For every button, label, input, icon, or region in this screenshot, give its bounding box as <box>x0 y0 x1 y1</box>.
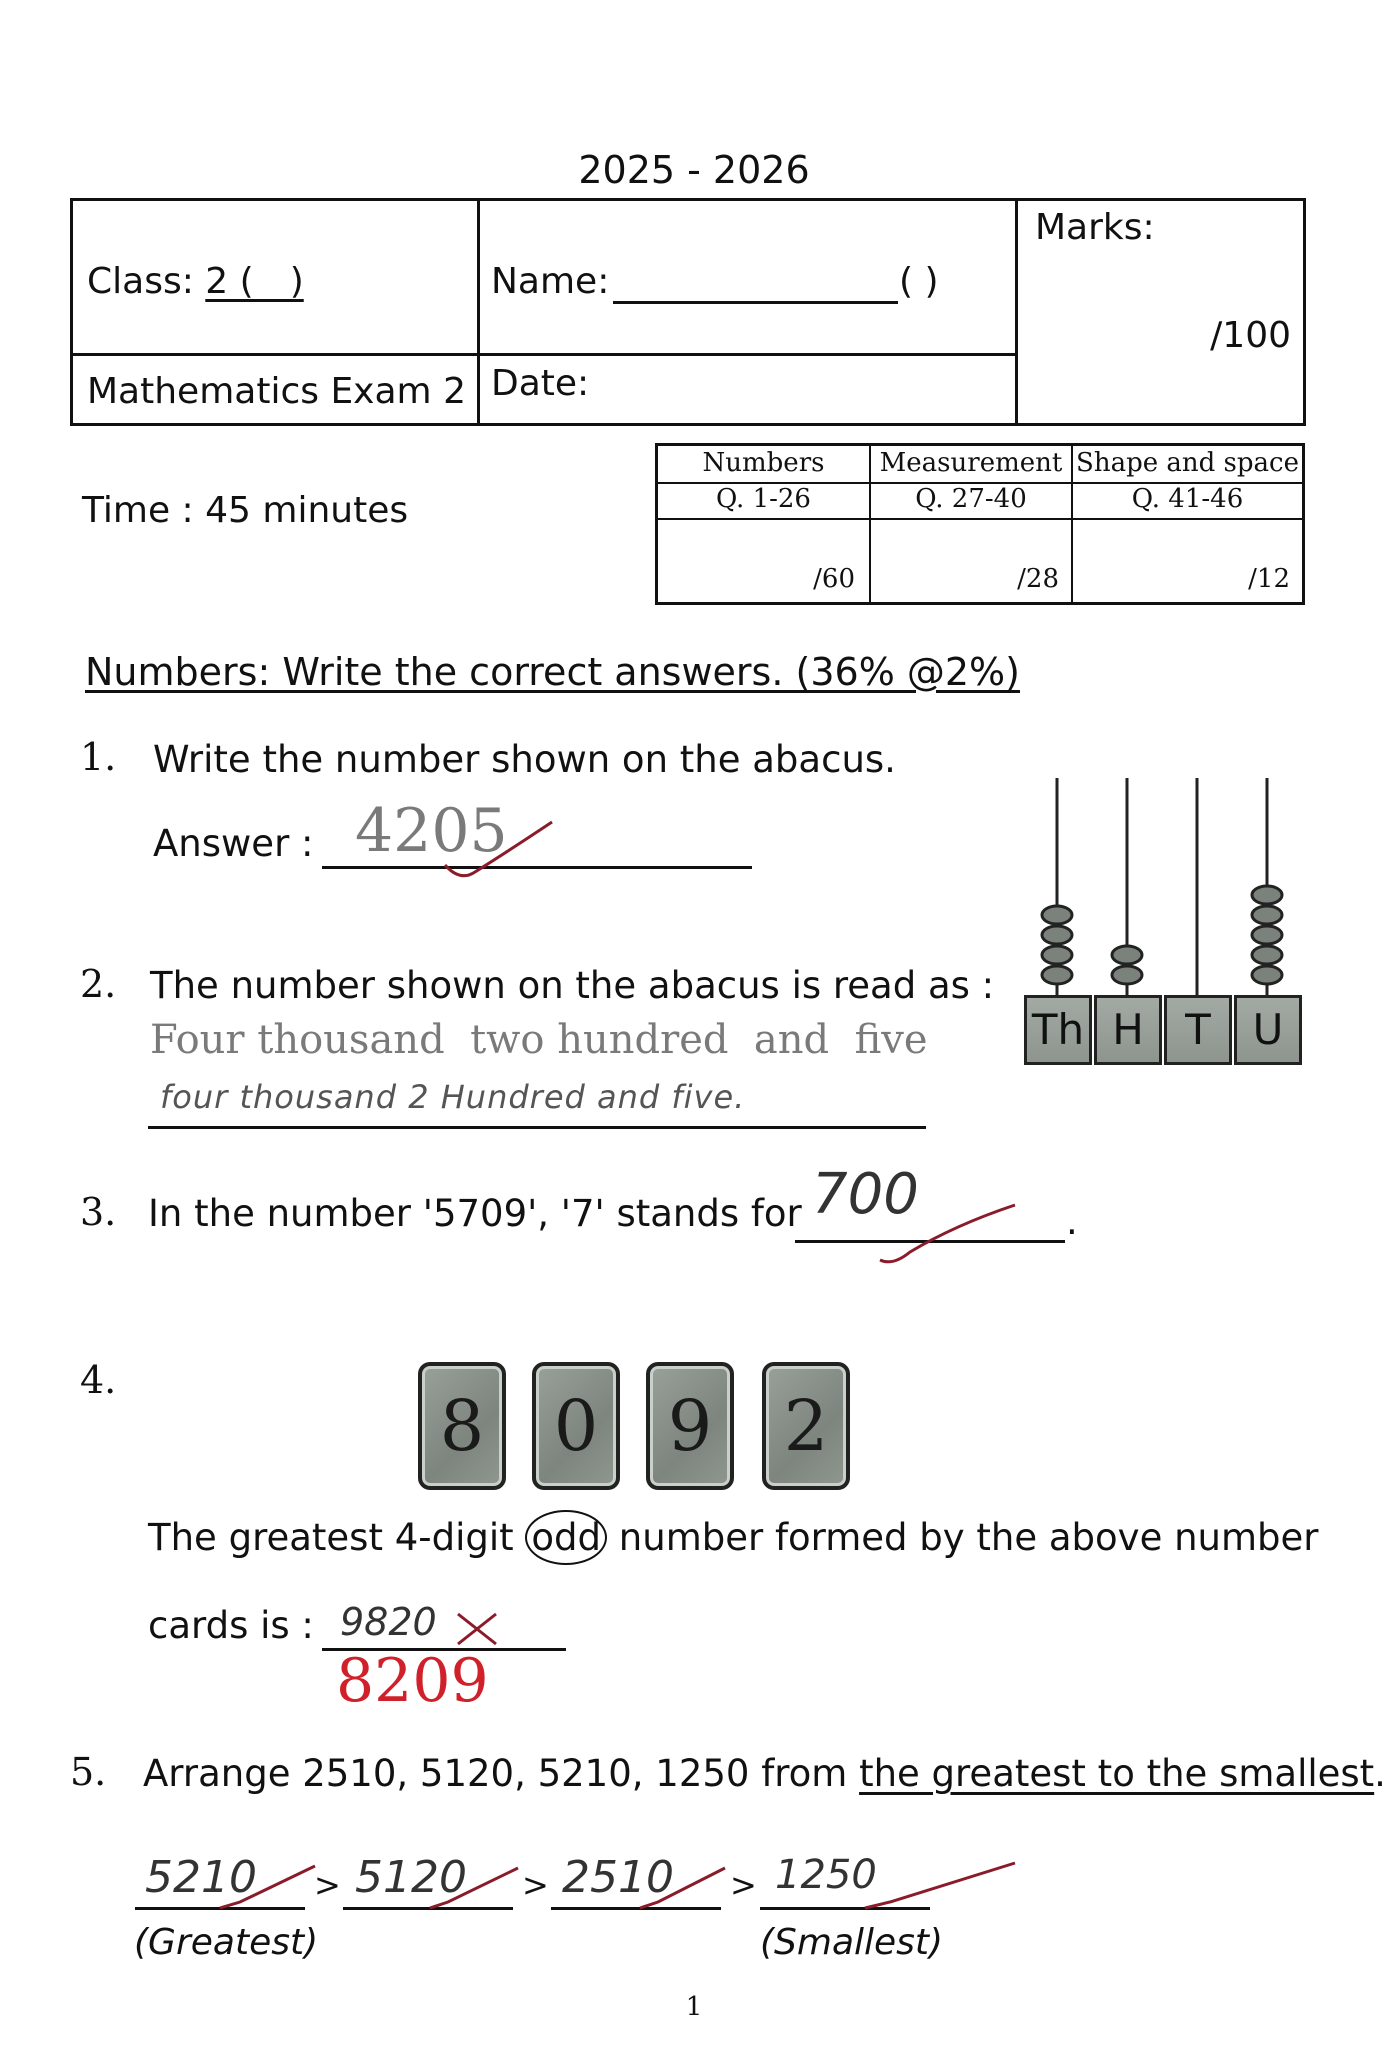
tick-mark <box>440 810 560 890</box>
q1-number: 1. <box>80 735 117 779</box>
cross-mark <box>452 1608 502 1648</box>
header-table <box>70 198 1306 426</box>
score-col-name: Measurement <box>879 448 1063 478</box>
q4-student-answer: 9820 <box>340 1600 437 1644</box>
q4-text-after: number formed by the above number <box>607 1516 1319 1559</box>
score-col-shape <box>1073 446 1302 602</box>
score-col-numbers <box>658 446 869 602</box>
name-blank[interactable] <box>613 301 898 304</box>
q2-answer-blank[interactable] <box>148 1126 926 1129</box>
exam-title: Mathematics Exam 2 <box>87 371 466 412</box>
q5-text-before: Arrange 2510, 5120, 5210, 1250 from <box>143 1752 860 1795</box>
score-col-name: Shape and space <box>1076 448 1299 478</box>
q2-text: The number shown on the abacus is read as : <box>150 964 995 1007</box>
q2-number: 2. <box>80 962 117 1006</box>
number-card: 0 <box>532 1362 620 1490</box>
q5-number: 5. <box>70 1750 107 1794</box>
score-col-range: Q. 1-26 <box>716 484 811 514</box>
q1-answer-label: Answer : <box>153 822 314 865</box>
abacus-rods <box>1020 770 1310 1000</box>
marks-label: Marks: <box>1035 207 1155 248</box>
q1-answer: 4205 <box>355 796 508 866</box>
name-label: Name: <box>491 261 610 302</box>
q4-text-before: The greatest 4-digit <box>148 1516 526 1559</box>
q5-gt-1: > <box>314 1866 341 1904</box>
page-number: 1 <box>685 1992 703 2022</box>
smallest-label: (Smallest) <box>760 1922 944 1963</box>
q2-typed-answer: Four thousand two hundred and five <box>150 1017 928 1063</box>
header-divider <box>1015 201 1018 423</box>
score-col-name: Numbers <box>702 448 825 478</box>
abacus-label-tens: T <box>1164 995 1232 1065</box>
class-field <box>87 261 304 302</box>
q3-end: . <box>1066 1200 1078 1243</box>
q5-text-emphasis: the greatest to the smallest <box>859 1752 1375 1795</box>
score-col-max: /12 <box>1248 564 1290 594</box>
score-col-range: Q. 41-46 <box>1131 484 1244 514</box>
name-index: ( ) <box>899 261 939 302</box>
class-label: Class: <box>87 261 194 302</box>
q5-gt-2: > <box>522 1866 549 1904</box>
q3-number: 3. <box>80 1190 117 1234</box>
q4-number: 4. <box>80 1358 117 1402</box>
q3-text: In the number '5709', '7' stands for <box>148 1192 802 1235</box>
q5-answer-1: 5210 <box>145 1852 257 1903</box>
number-card: 8 <box>418 1362 506 1490</box>
name-field <box>491 261 609 302</box>
q2-handwritten-answer: four thousand 2 Hundred and five. <box>160 1078 746 1116</box>
q5-answer-3: 2510 <box>562 1852 674 1903</box>
abacus-label-hundreds: H <box>1094 995 1162 1065</box>
score-col-range: Q. 27-40 <box>915 484 1027 514</box>
date-label: Date: <box>491 363 590 404</box>
score-col-max: /28 <box>1017 564 1059 594</box>
score-col-max: /60 <box>813 564 855 594</box>
q5-answer-4: 1250 <box>775 1852 877 1898</box>
school-year: 2025 - 2026 <box>578 148 810 192</box>
time-limit: Time : 45 minutes <box>82 490 409 531</box>
q4-correction: 8209 <box>336 1646 489 1716</box>
section-score-table <box>655 443 1305 605</box>
greatest-label: (Greatest) <box>134 1922 319 1963</box>
q5-gt-3: > <box>730 1866 757 1904</box>
class-value: 2 (__) <box>205 261 304 302</box>
number-card: 9 <box>646 1362 734 1490</box>
q5-text <box>143 1752 1386 1795</box>
abacus-label-units: U <box>1234 995 1302 1065</box>
q5-answer-2: 5120 <box>355 1852 467 1903</box>
abacus-label-thousands: Th <box>1024 995 1092 1065</box>
q3-answer: 700 <box>812 1162 919 1227</box>
q5-tick-marks <box>200 1858 1020 1918</box>
score-col-measurement <box>871 446 1071 602</box>
marks-total: /100 <box>1210 315 1291 356</box>
section-title: Numbers: Write the correct answers. (36% @2%) <box>85 650 1020 694</box>
number-card: 2 <box>762 1362 850 1490</box>
header-divider <box>477 201 480 423</box>
q4-circled-word: odd <box>525 1510 607 1565</box>
q5-text-end: . <box>1374 1752 1386 1795</box>
q4-text <box>148 1516 1319 1559</box>
q4-line2: cards is : <box>148 1604 314 1647</box>
q1-text: Write the number shown on the abacus. <box>153 738 896 781</box>
header-divider <box>73 353 1018 356</box>
tick-mark <box>875 1200 1025 1270</box>
